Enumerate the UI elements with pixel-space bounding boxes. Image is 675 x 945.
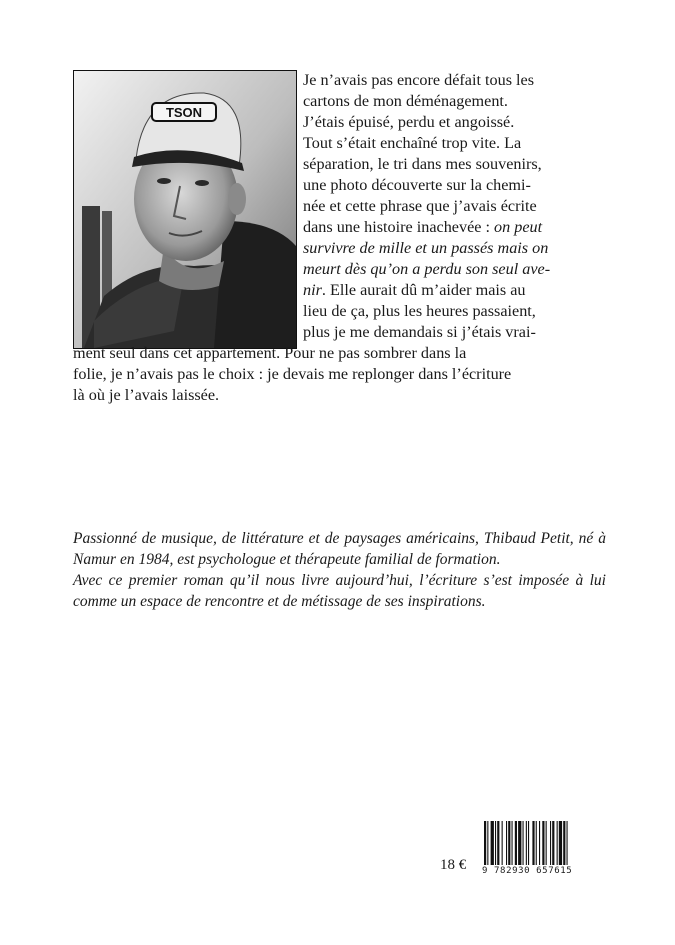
blurb-line bbox=[303, 217, 606, 238]
blurb-text bbox=[303, 70, 606, 343]
blurb-line: une photo découverte sur la chemi- bbox=[303, 176, 531, 194]
author-bio bbox=[73, 528, 606, 612]
blurb-line bbox=[303, 238, 606, 259]
blurb-line: ment seul dans cet appartement. Pour ne pas sombrer dans la bbox=[73, 344, 467, 362]
price-label: 18 € bbox=[440, 857, 467, 873]
blurb-line bbox=[303, 259, 606, 280]
blurb-quote: nir bbox=[303, 281, 322, 299]
blurb-continuation bbox=[73, 343, 606, 406]
blurb-quote: survivre de mille et un passés mais on bbox=[303, 239, 549, 257]
blurb-line: Je n’avais pas encore défait tous les bbox=[303, 71, 535, 89]
blurb-quote: meurt dès qu’on a perdu son seul ave- bbox=[303, 260, 551, 278]
author-portrait-icon bbox=[74, 71, 296, 348]
blurb-line: née et cette phrase que j’avais écrite bbox=[303, 197, 537, 215]
barcode-number: 9 782930 657615 bbox=[482, 866, 573, 876]
blurb-line: folie, je n’avais pas le choix : je devais me replonger dans l’écriture bbox=[73, 365, 512, 383]
bio-paragraph: Passionné de musique, de littérature et de paysages américains, Thibaud Petit, né à Namur en 1984, est psychologue et thérapeute familial de formation. bbox=[73, 530, 606, 568]
blurb-line: là où je l’avais laissée. bbox=[73, 386, 220, 404]
bio-paragraph: Avec ce premier roman qu’il nous livre aujourd’hui, l’écriture s’est imposée à lui comme un espace de rencontre et de métissage de ses inspirations. bbox=[73, 572, 606, 610]
blurb-line bbox=[303, 280, 606, 301]
blurb-line: Tout s’était enchaîné trop vite. La bbox=[303, 134, 522, 152]
blurb-line: cartons de mon déménagement. bbox=[303, 92, 508, 110]
blurb-line: séparation, le tri dans mes souvenirs, bbox=[303, 155, 542, 173]
blurb-text-span: dans une histoire inachevée : bbox=[303, 218, 495, 236]
author-photo bbox=[73, 70, 297, 349]
blurb-line: lieu de ça, plus les heures passaient, bbox=[303, 302, 536, 320]
blurb-quote: on peut bbox=[494, 218, 543, 236]
blurb-line: J’étais épuisé, perdu et angoissé. bbox=[303, 113, 515, 131]
blurb-line: plus je me demandais si j’étais vrai- bbox=[303, 323, 536, 341]
blurb-text-span: . Elle aurait dû m’aider mais au bbox=[321, 281, 526, 299]
cap-text: TSON bbox=[165, 105, 203, 120]
